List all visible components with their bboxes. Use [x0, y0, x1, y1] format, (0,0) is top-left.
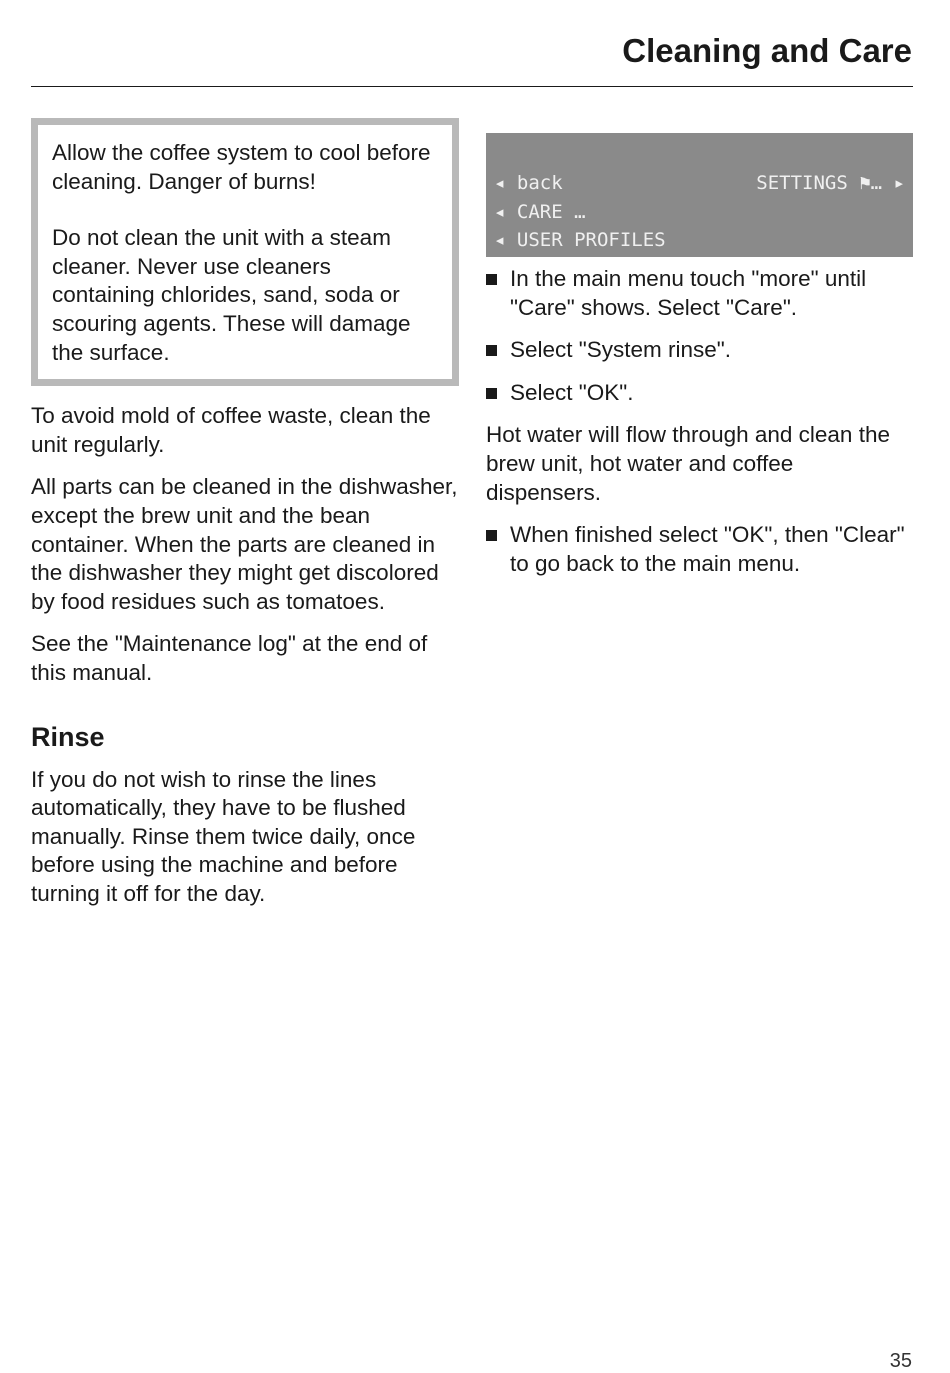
display-row-care [494, 198, 905, 227]
rinse-heading: Rinse [31, 721, 105, 752]
header-rule [31, 86, 913, 87]
right-column [486, 133, 913, 592]
list-item [486, 379, 913, 408]
display-care-option[interactable]: ◂ CARE … [494, 200, 586, 223]
left-column [31, 118, 459, 908]
warning-box [31, 118, 459, 386]
finish-steps-list [486, 521, 913, 578]
square-bullet-icon [486, 345, 497, 356]
display-row-top [494, 169, 905, 198]
machine-display [486, 133, 913, 257]
list-item [486, 265, 913, 322]
display-user-profiles-option[interactable]: ◂ USER PROFILES [494, 229, 666, 251]
warning-burns-text: Allow the coffee system to cool before cleaning. Danger of burns! [52, 140, 431, 194]
page-title: Cleaning and Care [622, 32, 912, 69]
step-text: When finished select "OK", then "Clear" to go back to the main menu. [510, 522, 905, 576]
step-text: Select "OK". [510, 379, 634, 405]
rinse-steps-list [486, 265, 913, 407]
page-number: 35 [889, 1350, 912, 1372]
hot-water-paragraph: Hot water will flow through and clean the brew unit, hot water and coffee dispensers. [486, 422, 890, 505]
warning-cleaner-text: Do not clean the unit with a steam cleaner. Never use cleaners containing chlorides, sand, soda or scouring agents. These will damage the surface. [52, 225, 411, 365]
rinse-paragraph: If you do not wish to rinse the lines automatically, they have to be flushed manually. Rinse them twice daily, once before using the machine and before turning it off for the day. [31, 766, 416, 906]
square-bullet-icon [486, 388, 497, 399]
step-text: In the main menu touch "more" until "Care" shows. Select "Care". [510, 266, 867, 320]
display-settings-option[interactable]: SETTINGS ⚑… ▸ [756, 172, 905, 194]
maintenance-log-paragraph: See the "Maintenance log" at the end of this manual. [31, 631, 428, 685]
mold-paragraph: To avoid mold of coffee waste, clean the unit regularly. [31, 403, 431, 457]
square-bullet-icon [486, 530, 497, 541]
dishwasher-paragraph: All parts can be cleaned in the dishwasher, except the brew unit and the bean container. When the parts are cleaned in the dishwasher they might get discolored by food residues such as tomatoes. [31, 474, 458, 614]
square-bullet-icon [486, 274, 497, 285]
list-item [486, 521, 913, 578]
list-item [486, 336, 913, 365]
display-row-profiles [494, 226, 905, 255]
step-text: Select "System rinse". [510, 337, 732, 363]
display-back-option[interactable]: ◂ back [494, 172, 563, 194]
